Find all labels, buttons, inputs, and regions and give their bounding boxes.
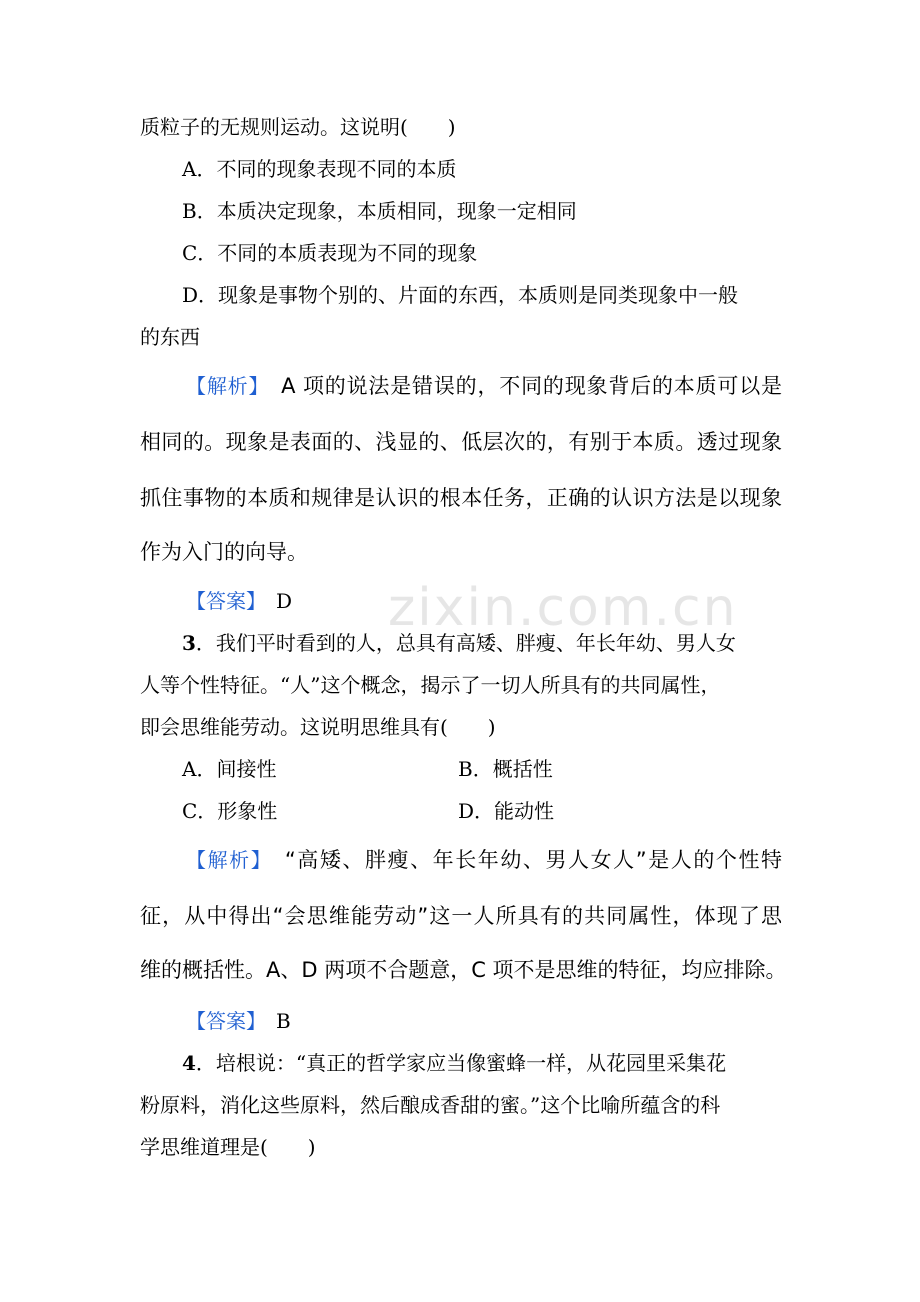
- q2-analysis-line1: [186, 372, 782, 400]
- q2-analysis-tag: 【解析】: [186, 374, 260, 398]
- q2-option-b: B．本质决定现象，本质相同，现象一定相同: [182, 199, 577, 223]
- q3-option-c: C．形象性: [182, 799, 278, 823]
- watermark: zixin.com.cn: [388, 578, 738, 638]
- q3-number: 3: [182, 631, 196, 655]
- q3-analysis-tag: 【解析】: [186, 848, 263, 872]
- q2-option-d-line1: D．现象是事物个别的、片面的东西，本质则是同类现象中一般: [182, 283, 739, 307]
- q4-stem-text1: ．培根说：“真正的哲学家应当像蜜蜂一样，从花园里采集花: [195, 1051, 727, 1075]
- q3-analysis-text1: “高矮、胖瘦、年长年幼、男人女人”是人的个性特: [284, 848, 783, 872]
- q2-option-c: C．不同的本质表现为不同的现象: [182, 241, 478, 265]
- q2-option-a: A．不同的现象表现不同的本质: [182, 157, 457, 181]
- q4-stem-line3: 学思维道理是( ): [140, 1135, 316, 1159]
- q2-analysis-line2: 相同的。现象是表面的、浅显的、低层次的，有别于本质。透过现象: [140, 430, 782, 454]
- q3-answer: B: [276, 1009, 291, 1033]
- q3-analysis-line2: 征，从中得出“会思维能劳动”这一人所具有的共同属性，体现了思: [140, 904, 782, 928]
- q2-answer-line: [186, 588, 828, 614]
- q2-stem-tail: 质粒子的无规则运动。这说明( ): [140, 115, 456, 139]
- q3-answer-line: [186, 1008, 828, 1034]
- q2-analysis-line3: 抓住事物的本质和规律是认识的根本任务，正确的认识方法是以现象: [140, 486, 782, 510]
- q2-answer-tag: 【答案】: [186, 589, 256, 613]
- q4-stem-line2: 粉原料，消化这些原料，然后酿成香甜的蜜。”这个比喻所蕴含的科: [140, 1093, 721, 1117]
- q3-stem-line1: [182, 630, 782, 656]
- q3-analysis-line1: [186, 846, 782, 874]
- q3-answer-tag: 【答案】: [186, 1009, 256, 1033]
- q3-stem-text1: ．我们平时看到的人，总具有高矮、胖瘦、年长年幼、男人女: [195, 631, 736, 655]
- q2-answer: D: [276, 589, 293, 613]
- q3-option-a: A．间接性: [182, 757, 277, 781]
- q4-stem-line1: [182, 1050, 782, 1076]
- q2-option-d-line2: 的东西: [140, 325, 200, 349]
- q3-option-b: B．概括性: [458, 757, 553, 781]
- q3-stem-line2: 人等个性特征。“人”这个概念，揭示了一切人所具有的共同属性，: [140, 673, 721, 697]
- q3-stem-line3: 即会思维能劳动。这说明思维具有( ): [140, 715, 496, 739]
- q3-analysis-line3: 维的概括性。A、D 两项不合题意，C 项不是思维的特征，均应排除。: [140, 958, 787, 982]
- q3-option-d: D．能动性: [458, 799, 555, 823]
- q4-number: 4: [182, 1051, 196, 1075]
- q2-analysis-line4: 作为入门的向导。: [140, 540, 308, 564]
- q2-analysis-text1: A 项的说法是错误的，不同的现象背后的本质可以是: [281, 374, 783, 398]
